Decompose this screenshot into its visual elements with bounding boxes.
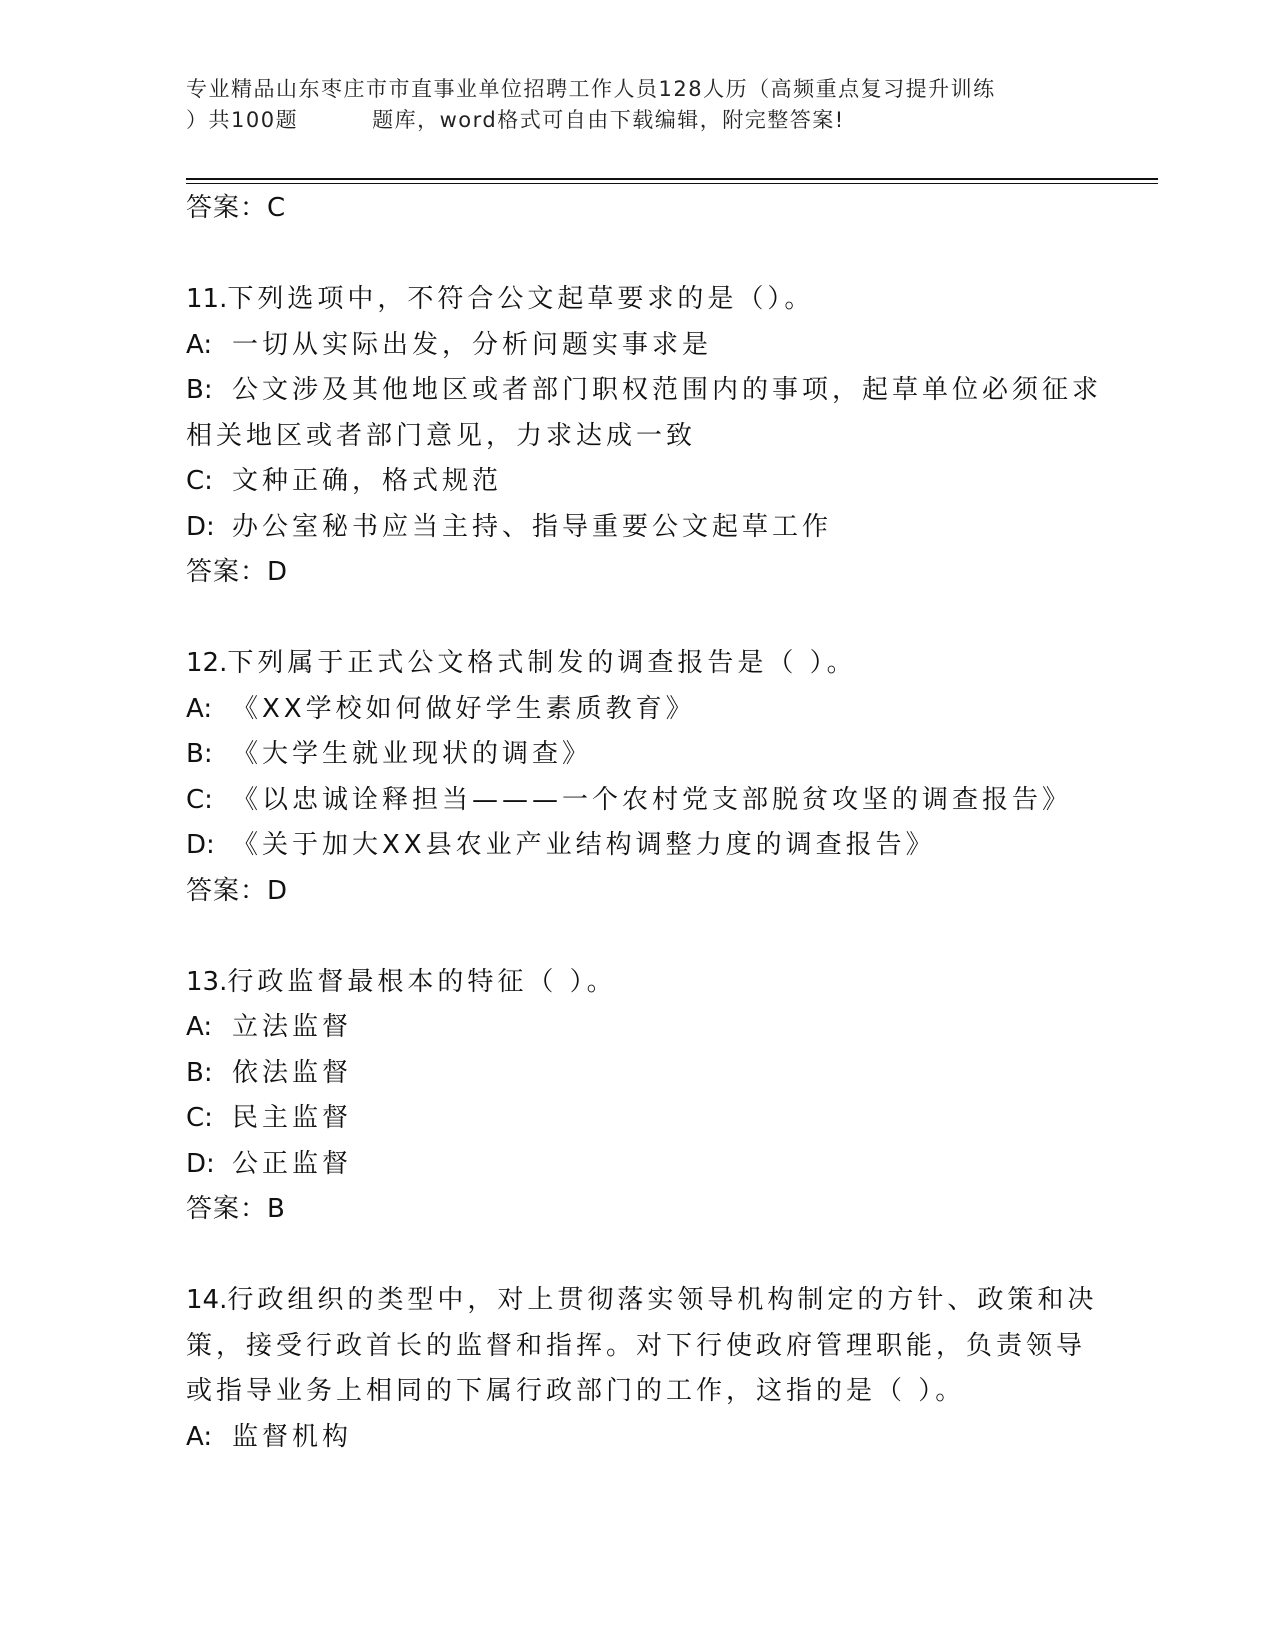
option-text: 《大学生就业现状的调查》 bbox=[232, 739, 593, 769]
question-number: 12. bbox=[186, 648, 228, 678]
option-text: 监督机构 bbox=[232, 1421, 353, 1452]
question-text: 或指导业务上相同的下属行政部门的工作，这指的是（ ）。 bbox=[186, 1376, 966, 1406]
question-number: 13. bbox=[186, 966, 228, 997]
question-stem bbox=[186, 1369, 1086, 1415]
previous-answer: 答案：C bbox=[186, 193, 287, 223]
answer-line: 答案：B bbox=[186, 1194, 286, 1224]
question-number: 14. bbox=[186, 1285, 228, 1315]
option-text: 公正监督 bbox=[232, 1148, 353, 1179]
question-text: 行政监督最根本的特征（ ）。 bbox=[227, 966, 617, 997]
option-line bbox=[186, 368, 1103, 414]
option-letter: A: bbox=[186, 1421, 213, 1452]
question-text: 行政组织的类型中，对上贯彻落实领导机构制定的方针、政策和决 bbox=[227, 1285, 1098, 1315]
question-block bbox=[186, 1233, 1098, 1461]
question-stem bbox=[186, 1324, 1086, 1370]
header-line-2-part-1: ）共100题 bbox=[186, 108, 299, 132]
option-line bbox=[186, 414, 1086, 460]
question-stem bbox=[186, 1278, 1098, 1324]
document-header bbox=[186, 74, 1086, 136]
option-letter: C: bbox=[186, 1103, 213, 1133]
header-divider-thin bbox=[186, 183, 1158, 184]
question-text: 策，接受行政首长的监督和指挥。对下行使政府管理职能，负责领导 bbox=[186, 1330, 1087, 1361]
option-text: 《以忠诚诠释担当———一个农村党支部脱贫攻坚的调查报告》 bbox=[232, 784, 1073, 815]
option-text: 民主监督 bbox=[232, 1103, 353, 1133]
option-line bbox=[186, 505, 1086, 551]
option-text: 立法监督 bbox=[232, 1012, 353, 1042]
question-block bbox=[186, 914, 1086, 1233]
option-line bbox=[186, 459, 1086, 505]
option-letter: C: bbox=[186, 466, 213, 496]
option-line bbox=[186, 1415, 1086, 1461]
question-list bbox=[186, 186, 1103, 1460]
option-text: 一切从实际出发，分析问题实事求是 bbox=[232, 329, 713, 360]
question-text: 下列属于正式公文格式制发的调查报告是（ ）。 bbox=[227, 648, 857, 678]
question-spacer bbox=[186, 1233, 1086, 1279]
option-line bbox=[186, 687, 1086, 733]
option-letter: B: bbox=[186, 739, 213, 769]
option-line bbox=[186, 323, 1086, 369]
option-text: 办公室秘书应当主持、指导重要公文起草工作 bbox=[232, 511, 833, 542]
option-line bbox=[186, 1096, 1086, 1142]
question-spacer bbox=[186, 596, 1086, 642]
question-spacer bbox=[186, 914, 1086, 960]
option-letter: A: bbox=[186, 693, 213, 724]
option-letter: D: bbox=[186, 1148, 215, 1179]
option-line bbox=[186, 1051, 1086, 1097]
option-text: 《XX学校如何做好学生素质教育》 bbox=[232, 693, 696, 724]
question-number: 11. bbox=[186, 284, 228, 314]
option-letter: A: bbox=[186, 329, 213, 360]
option-line bbox=[186, 1142, 1086, 1188]
option-line bbox=[186, 1005, 1086, 1051]
answer-line: 答案：D bbox=[186, 557, 289, 587]
answer-line: 答案：D bbox=[186, 875, 289, 906]
question-text: 下列选项中，不符合公文起草要求的是（）。 bbox=[227, 284, 815, 314]
header-line-2-part-2: 题库，word格式可自由下载编辑，附完整答案! bbox=[372, 108, 845, 132]
question-spacer bbox=[186, 232, 1086, 278]
question-stem bbox=[186, 641, 1086, 687]
question-stem bbox=[186, 277, 1086, 323]
option-line bbox=[186, 778, 1086, 824]
option-line bbox=[186, 732, 1086, 778]
option-text: 相关地区或者部门意见，力求达成一致 bbox=[186, 420, 697, 451]
header-line-1: 专业精品山东枣庄市市直事业单位招聘工作人员128人历（高频重点复习提升训练 bbox=[186, 77, 996, 101]
option-letter: B: bbox=[186, 1057, 213, 1088]
option-letter: C: bbox=[186, 784, 213, 815]
question-block bbox=[186, 232, 1103, 596]
header-divider-thick bbox=[186, 178, 1158, 180]
option-letter: B: bbox=[186, 375, 213, 405]
question-block bbox=[186, 596, 1086, 915]
option-letter: D: bbox=[186, 830, 215, 860]
option-text: 依法监督 bbox=[232, 1057, 353, 1088]
option-text: 公文涉及其他地区或者部门职权范围内的事项，起草单位必须征求 bbox=[232, 375, 1103, 405]
option-letter: A: bbox=[186, 1012, 213, 1042]
option-text: 《关于加大XX县农业产业结构调整力度的调查报告》 bbox=[232, 830, 936, 860]
option-letter: D: bbox=[186, 511, 215, 542]
question-stem bbox=[186, 960, 1086, 1006]
header-line-2 bbox=[186, 105, 1086, 136]
option-line bbox=[186, 823, 1086, 869]
option-text: 文种正确，格式规范 bbox=[232, 466, 503, 496]
